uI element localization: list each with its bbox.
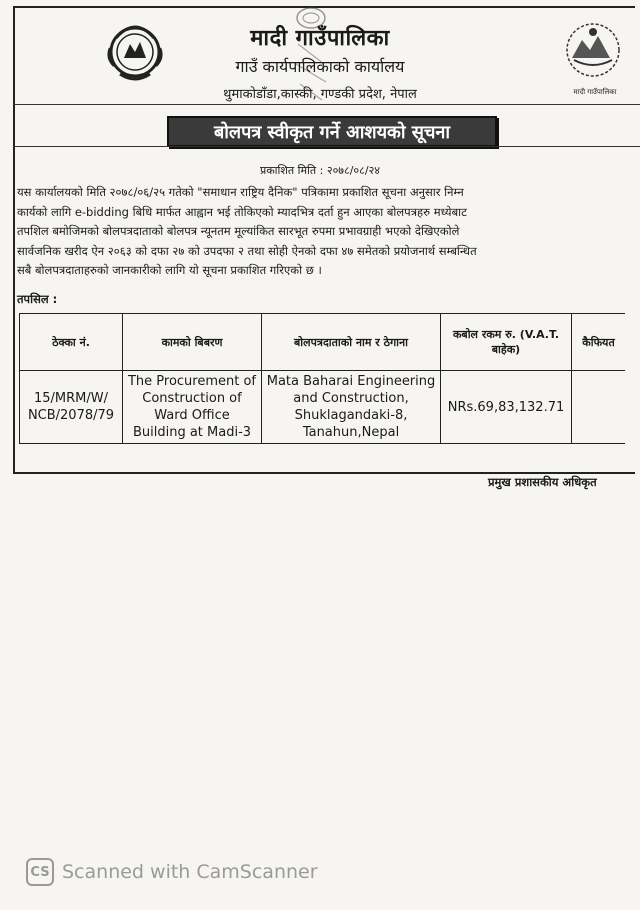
table-row xyxy=(20,371,626,444)
header-divider xyxy=(13,104,640,105)
cell-amount: NRs.69,83,132.71 xyxy=(441,371,572,444)
details-label: तपसिल : xyxy=(17,292,58,306)
body-line: सार्वजनिक खरीद ऐन २०६३ को दफा २७ को उपदफा २ तथा सोही ऐनको दफा ४७ समेतको प्रयोजनार्थ सम्बन्धित xyxy=(17,243,477,258)
office-name: गाउँ कार्यपालिकाको कार्यालय xyxy=(235,57,405,76)
header-amount: कबोल रकम रु. (V.A.T. बाहेक) xyxy=(441,314,572,371)
published-date: प्रकाशित मिति : २०७८/०८/२४ xyxy=(259,164,381,177)
table-header-row xyxy=(20,314,626,371)
cell-work-desc: The Procurement of Construction of Ward Office Building at Madi-3 xyxy=(123,371,262,444)
signatory-title: प्रमुख प्रशासकीय अधिकृत xyxy=(488,475,597,489)
camscanner-logo-icon: CS xyxy=(26,858,54,886)
header-bidder: बोलपत्रदाताको नाम र ठेगाना xyxy=(262,314,441,371)
header-work-desc: कामको बिबरण xyxy=(123,314,262,371)
award-table xyxy=(19,313,625,444)
org-name: मादी गाउँपालिका xyxy=(250,26,390,51)
logo-caption: मादी गाउँपालिका xyxy=(573,88,617,96)
body-line: सबै बोलपत्रदाताहरुको जानकारीको लागि यो सूचना प्रकाशित गरिएको छ । xyxy=(17,263,322,277)
cell-bidder: Mata Baharai Engineering and Construction, Shuklagandaki-8, Tanahun,Nepal xyxy=(262,371,441,444)
body-line: यस कार्यालयको मिति २०७८/०६/२५ गतेको "समाधान राष्ट्रिय दैनिक" पत्रिकामा प्रकाशित सूचना अनुसार निम्न xyxy=(17,185,464,199)
body-line: कार्यको लागि e-bidding बिधि मार्फत आह्वान भई तोकिएको म्यादभित्र दर्ता हुन आएका बोलपत्रहरु मध्येबाट xyxy=(17,204,467,219)
office-address: थुमाकोडाँडा,कास्की, गण्डकी प्रदेश, नेपाल xyxy=(223,87,417,102)
title-divider xyxy=(13,146,640,147)
header-remarks: कैफियत xyxy=(572,314,626,371)
cell-contract-no: 15/MRM/W/ NCB/2078/79 xyxy=(20,371,123,444)
notice-body xyxy=(17,183,637,281)
header-contract-no: ठेक्का नं. xyxy=(20,314,123,371)
body-line: तपशिल बमोजिमको बोलपत्रदाताको बोलपत्र न्यूनतम मूल्यांकित सारभूत रुपमा प्रभावग्राही भएको देखिएकोले xyxy=(17,224,460,238)
scanner-watermark: Scanned with CamScanner xyxy=(62,861,318,883)
cell-remarks xyxy=(572,371,626,444)
notice-title: बोलपत्र स्वीकृत गर्ने आशयको सूचना xyxy=(167,116,497,147)
